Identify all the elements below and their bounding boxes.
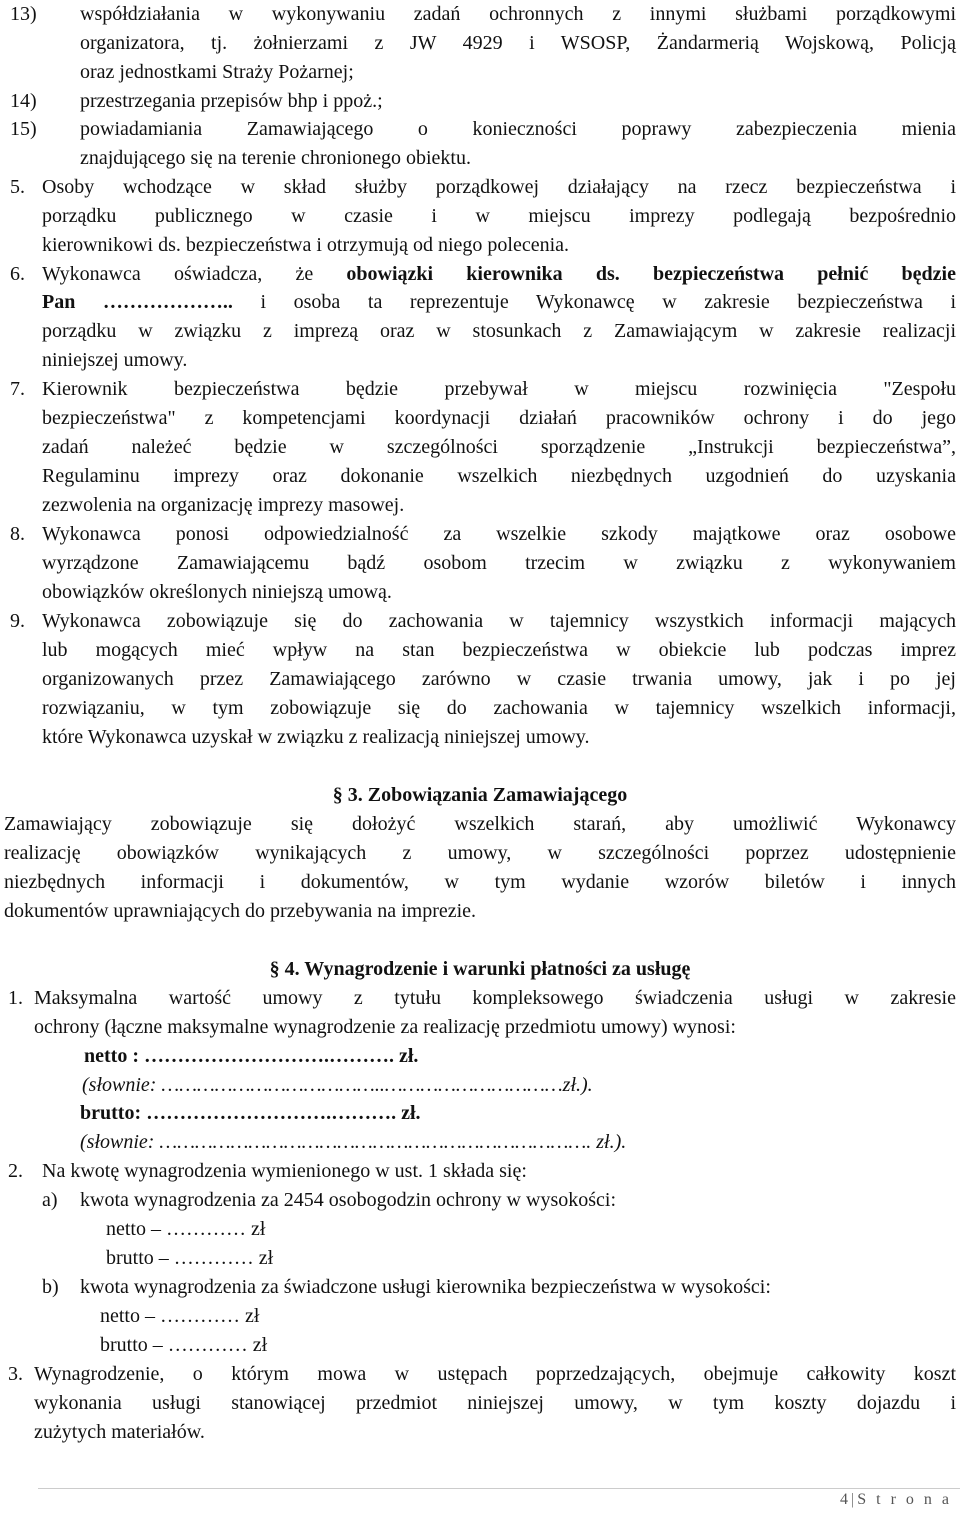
subitem-netto: netto – ………… zł (106, 1218, 266, 1240)
paragraph-line: ochrony (łączne maksymalne wynagrodzenie za realizację przedmiotu umowy) wynosi: (34, 1016, 736, 1038)
paragraph-line: porządku w związku z imprezą oraz w stosunkach z Zamawiającym w zakresie realizacji (42, 320, 956, 342)
item-line: organizatora, tj. żołnierzami z JW 4929 i WSOSP, Żandarmerią Wojskową, Policją (80, 32, 956, 54)
paragraph-number: 6. (10, 263, 25, 285)
section-heading: § 3. Zobowiązania Zamawiającego (332, 784, 628, 806)
paragraph-line: Regulaminu imprezy oraz dokonanie wszelkich niezbędnych uzgodnień do uzyskania (42, 465, 956, 487)
paragraph-line: Na kwotę wynagrodzenia wymienionego w ust. 1 składa się: (42, 1160, 527, 1182)
page-word: S t r o n a (857, 1491, 952, 1508)
item-number: 13) (10, 3, 37, 25)
footer-divider (38, 1488, 960, 1489)
section-line: niezbędnych informacji i dokumentów, w tym wydanie wzorów biletów i innych (4, 871, 956, 893)
paragraph-number: 9. (10, 610, 25, 632)
paragraph-number: 3. (8, 1363, 23, 1385)
paragraph-line: zadań należeć będzie w szczególności sporządzenie „Instrukcji bezpieczeństwa”, (42, 436, 956, 458)
item-number: 14) (10, 90, 37, 112)
paragraph-line: zużytych materiałów. (34, 1421, 205, 1443)
brutto-amount: brutto: ……………………….………. zł. (80, 1102, 421, 1124)
subitem-letter: b) (42, 1276, 59, 1298)
paragraph-line: wykonania usługi stanowiącej przedmiot niniejszej umowy, w tym koszty dojazdu i (34, 1392, 956, 1414)
item-line: przestrzegania przepisów bhp i ppoż.; (80, 90, 383, 112)
item-number: 15) (10, 118, 37, 140)
paragraph-line: Maksymalna wartość umowy z tytułu kompleksowego świadczenia usługi w zakresie (34, 987, 956, 1009)
subitem-text: kwota wynagrodzenia za świadczone usługi kierownika bezpieczeństwa w wysokości: (80, 1276, 771, 1298)
paragraph-line: wyrządzone Zamawiającemu bądź osobom trzecim w związku z wykonywaniem (42, 552, 956, 574)
item-line: znajdującego się na terenie chronionego obiektu. (80, 147, 471, 169)
subitem-brutto: brutto – ………… zł (106, 1247, 274, 1269)
paragraph-line: Wykonawca ponosi odpowiedzialność za wszelkie szkody majątkowe oraz osobowe (42, 523, 956, 545)
subitem-netto: netto – ………… zł (100, 1305, 260, 1327)
page-number: 4 (840, 1491, 852, 1508)
paragraph-line: Wynagrodzenie, o którym mowa w ustępach poprzedzających, obejmuje całkowity koszt (34, 1363, 956, 1385)
paragraph-line: Osoby wchodzące w skład służby porządkowej działający na rzecz bezpieczeństwa i (42, 176, 956, 198)
paragraph-line: które Wykonawca uzyskał w związku z realizacją niniejszej umowy. (42, 726, 590, 748)
paragraph-line: Kierownik bezpieczeństwa będzie przebywał w miejscu rozwinięcia "Zespołu (42, 378, 956, 400)
paragraph-line: porządku publicznego w czasie i w miejscu imprezy podlegają bezpośrednio (42, 205, 956, 227)
slownie-netto: (słownie: ………………………………..…………………………zł.). (82, 1074, 593, 1096)
paragraph-line: lub mogących mieć wpływ na stan bezpieczeństwa w obiekcie lub podczas imprez (42, 639, 956, 661)
subitem-text: kwota wynagrodzenia za 2454 osobogodzin ochrony w wysokości: (80, 1189, 616, 1211)
paragraph-number: 8. (10, 523, 25, 545)
paragraph-number: 1. (8, 987, 23, 1009)
netto-amount: netto : ……………………….………. zł. (84, 1045, 419, 1067)
paragraph-line: rozwiązaniu, w tym zobowiązuje się do zachowania w tajemnicy wszelkich informacji, (42, 697, 956, 719)
section-line: Zamawiający zobowiązuje się dołożyć wszelkich starań, aby umożliwić Wykonawcy (4, 813, 956, 835)
paragraph-line: Wykonawca zobowiązuje się do zachowania w tajemnicy wszystkich informacji mających (42, 610, 956, 632)
paragraph-line: bezpieczeństwa" z kompetencjami koordynacji działań pracowników ochrony i do jego (42, 407, 956, 429)
section-line: dokumentów uprawniających do przebywania na imprezie. (4, 900, 477, 922)
paragraph-line: kierownikowi ds. bezpieczeństwa i otrzymują od niego polecenia. (42, 234, 570, 256)
paragraph-line: Wykonawca oświadcza, że obowiązki kierownika ds. bezpieczeństwa pełnić będzie (42, 263, 956, 285)
section-heading: § 4. Wynagrodzenie i warunki płatności za usługę (269, 958, 691, 980)
subitem-letter: a) (42, 1189, 58, 1211)
footer-separator: | (851, 1491, 858, 1508)
subitem-brutto: brutto – ………… zł (100, 1334, 268, 1356)
paragraph-number: 7. (10, 378, 25, 400)
paragraph-line: obowiązków określonych niniejszą umową. (42, 581, 392, 603)
item-line: oraz jednostkami Straży Pożarnej; (80, 61, 354, 83)
section-line: realizację obowiązków wynikających z umowy, w szczególności poprzez udostępnienie (4, 842, 956, 864)
paragraph-line: Pan ……………….. i osoba ta reprezentuje Wykonawcę w zakresie bezpieczeństwa i (42, 291, 956, 313)
paragraph-number: 5. (10, 176, 25, 198)
slownie-brutto: (słownie: ………………………………………………………………. zł.). (80, 1131, 627, 1153)
paragraph-line: zezwolenia na organizację imprezy masowej. (42, 494, 405, 516)
item-line: współdziałania w wykonywaniu zadań ochronnych z innymi służbami porządkowymi (80, 3, 956, 25)
page-footer (840, 1491, 952, 1509)
paragraph-line: organizowanych przez Zamawiającego zarówno w czasie trwania umowy, jak i po jej (42, 668, 956, 690)
item-line: powiadamiania Zamawiającego o konieczności poprawy zabezpieczenia mienia (80, 118, 956, 140)
paragraph-number: 2. (8, 1160, 23, 1182)
paragraph-line: niniejszej umowy. (42, 349, 188, 371)
